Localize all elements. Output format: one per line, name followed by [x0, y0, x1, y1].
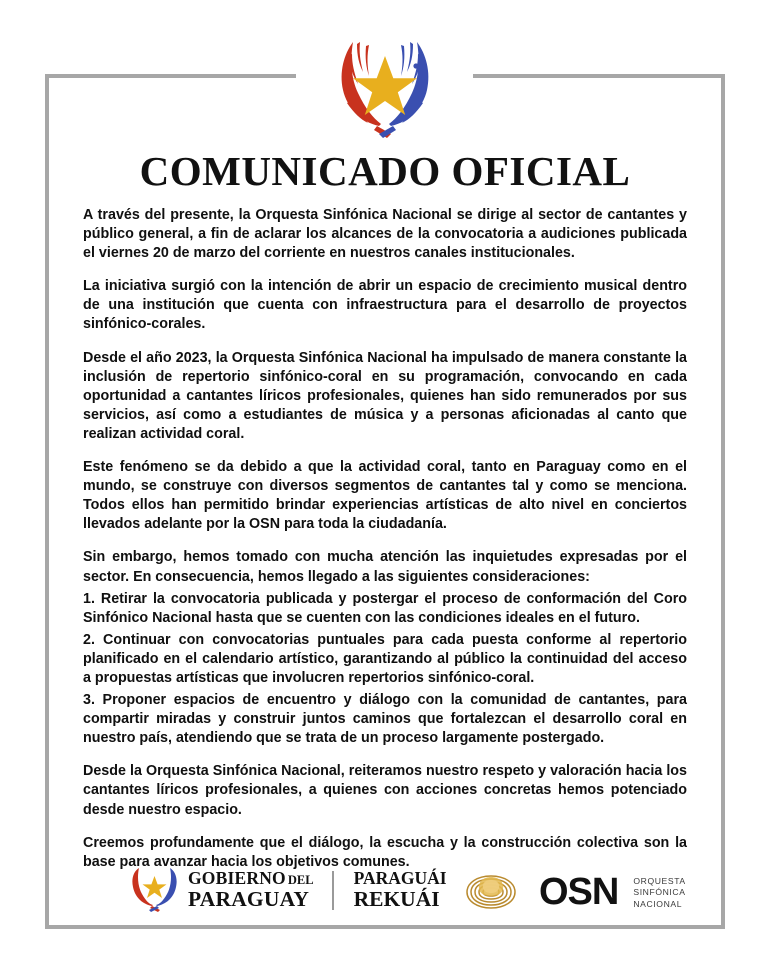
list-item: 1. Retirar la convocatoria publicada y postergar el proceso de conformación del Coro Sinfónico Nacional hasta que se cuenten con las condiciones ideales en el futuro.: [83, 590, 687, 626]
osn-subtitle: [633, 876, 685, 911]
logo-divider: [332, 871, 334, 910]
frame-border-left: [45, 74, 49, 929]
coat-of-arms-icon: [317, 30, 453, 146]
gobierno-line1: GOBIERNO: [188, 867, 286, 888]
gobierno-wordmark: [188, 867, 314, 911]
paragraph: Sin embargo, hemos tomado con mucha atención las inquietudes expresadas por el sector. En consecuencia, hemos llegado a las siguientes consideraciones:: [83, 549, 687, 585]
paragraph: Desde la Orquesta Sinfónica Nacional, reiteramos nuestro respeto y valoración hacia los cantantes líricos profesionales, a quienes con acciones concretas hemos potenciado desde nuestro espacio.: [83, 763, 687, 818]
frame-border-top-right: [473, 74, 725, 78]
paragraph: Creemos profundamente que el diálogo, la escucha y la construcción colectiva son la base para avanzar hacia los objetivos comunes.: [83, 834, 687, 870]
page-title: COMUNICADO OFICIAL: [139, 148, 631, 194]
osn-sub-line2: SINFÓNICA: [633, 887, 686, 898]
paragraph: A través del presente, la Orquesta Sinfónica Nacional se dirige al sector de cantantes y público general, a fin de aclarar los alcances de la convocatoria a audiciones publicada el viernes 20 de marzo del corriente en nuestros canales institucionales.: [83, 207, 687, 262]
list-item: 2. Continuar con convocatorias puntuales para cada puesta conforme al repertorio planificado en el calendario artístico, garantizando al público la continuidad del acceso a propuestas artísticas que involucren repertorios sinfónico-coral.: [83, 631, 687, 686]
frame-border-bottom: [45, 925, 725, 929]
gobierno-line2: PARAGUAY: [188, 887, 310, 911]
osn-shell-icon: [453, 870, 529, 914]
osn-sub-line1: ORQUESTA: [633, 875, 686, 886]
guarani-line1: PARAGUÁI: [353, 867, 447, 888]
paragraph: Este fenómeno se da debido a que la actividad coral, tanto en Paraguay como en el mundo, se construye con diversos segmentos de cantantes tal y como se menciona. Todos ellos han permitido brindar experiencias artísticas de alto nivel en conciertos llevados adelante por la OSN para toda la ciudadanía.: [83, 459, 687, 533]
gobierno-del-paraguay-logo: [130, 868, 447, 912]
guarani-line2: REKUÁI: [353, 887, 440, 911]
osn-logo: [453, 870, 686, 914]
list-item: 3. Proponer espacios de encuentro y diálogo con la comunidad de cantantes, para compartir miradas y construir juntos caminos que fortalezcan el desarrollo coral en nuestro país, atendiendo que se trata de un proceso largamente postergado.: [83, 692, 687, 747]
paragraph: Desde el año 2023, la Orquesta Sinfónica Nacional ha impulsado de manera constante la inclusión de repertorio sinfónico-coral en su programación, convocando en cada oportunidad a cantantes líricos profesionales, quienes han sido remunerados por sus servicios, así como a estudiantes de música y a personas aficionadas al canto que realizan actividad coral.: [83, 349, 687, 442]
footer: [45, 862, 725, 924]
osn-wordmark: OSN: [539, 871, 619, 913]
frame-border-right: [721, 74, 725, 929]
paragraph: La iniciativa surgió con la intención de abrir un espacio de crecimiento musical dentro de una institución que cuenta con infraestructura para el desarrollo de proyectos sinfónico-corales.: [83, 278, 687, 333]
guarani-wordmark: [353, 867, 447, 911]
paraguay-seal-icon: [130, 868, 179, 912]
frame-border-top-left: [45, 74, 296, 78]
statement-body: [83, 206, 687, 872]
gobierno-line1-small: DEL: [287, 872, 314, 887]
osn-sub-line3: NACIONAL: [633, 898, 683, 909]
